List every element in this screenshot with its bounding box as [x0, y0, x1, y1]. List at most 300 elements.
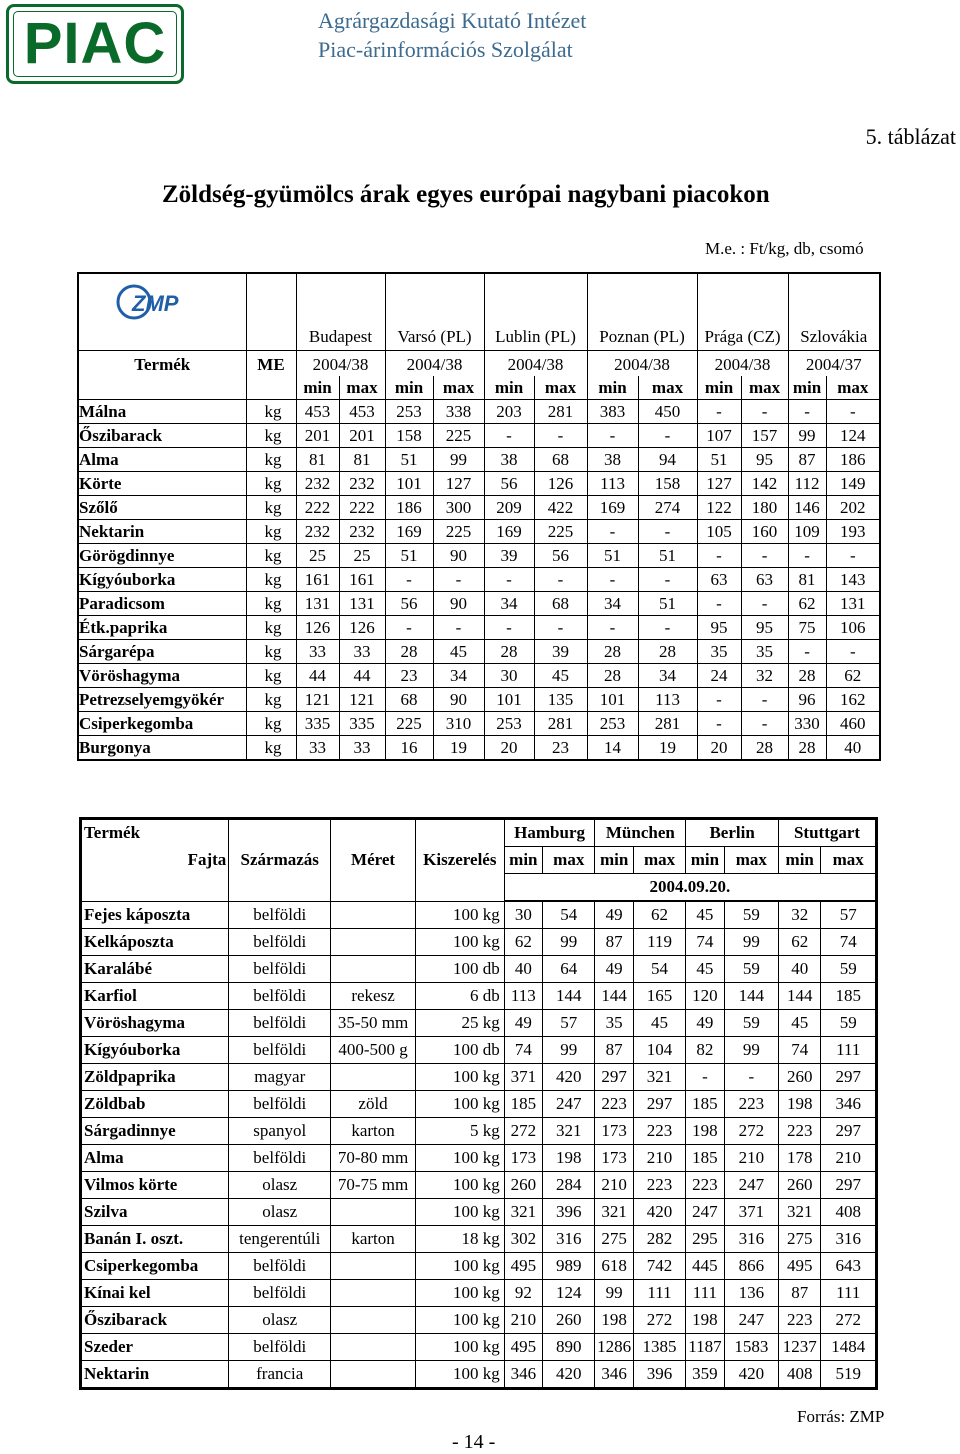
- price-cell: 59: [821, 956, 877, 983]
- price-cell: 113: [504, 983, 542, 1010]
- product-name: Körte: [78, 472, 246, 496]
- table-row: [81, 1361, 877, 1389]
- price-cell: 198: [595, 1307, 633, 1334]
- product-name: Kelkáposzta: [81, 929, 229, 956]
- min-header: min: [587, 376, 638, 400]
- price-cell: 297: [821, 1064, 877, 1091]
- price-cell: 450: [638, 400, 697, 424]
- price-cell: 131: [339, 592, 385, 616]
- table-row: [78, 640, 880, 664]
- price-cell: 420: [724, 1361, 778, 1389]
- packaging-cell: 100 db: [415, 1037, 504, 1064]
- price-cell: 300: [433, 496, 484, 520]
- price-cell: 321: [504, 1199, 542, 1226]
- product-unit: kg: [246, 520, 296, 544]
- price-cell: 135: [534, 688, 587, 712]
- price-cell: 74: [504, 1037, 542, 1064]
- price-cell: 260: [779, 1172, 821, 1199]
- price-cell: 28: [638, 640, 697, 664]
- price-cell: -: [826, 400, 880, 424]
- price-cell: 210: [504, 1307, 542, 1334]
- price-cell: 383: [587, 400, 638, 424]
- product-name: Vilmos körte: [81, 1172, 229, 1199]
- price-cell: 24: [697, 664, 741, 688]
- price-cell: 618: [595, 1253, 633, 1280]
- price-cell: -: [697, 592, 741, 616]
- price-cell: 198: [779, 1091, 821, 1118]
- product-name: Paradicsom: [78, 592, 246, 616]
- price-cell: 295: [686, 1226, 724, 1253]
- price-cell: 1583: [724, 1334, 778, 1361]
- product-name: Nektarin: [78, 520, 246, 544]
- price-cell: -: [686, 1064, 724, 1091]
- product-unit: kg: [246, 712, 296, 736]
- price-cell: -: [484, 568, 534, 592]
- price-cell: 253: [385, 400, 433, 424]
- price-cell: 20: [484, 736, 534, 761]
- price-cell: 420: [543, 1361, 595, 1389]
- page-number: - 14 -: [452, 1431, 496, 1453]
- price-cell: 49: [595, 956, 633, 983]
- size-cell: [331, 1361, 416, 1389]
- price-cell: 19: [638, 736, 697, 761]
- price-cell: 99: [724, 1037, 778, 1064]
- product-name: Alma: [78, 448, 246, 472]
- price-cell: 297: [595, 1064, 633, 1091]
- price-cell: 57: [543, 1010, 595, 1037]
- price-cell: 38: [587, 448, 638, 472]
- price-cell: 51: [587, 544, 638, 568]
- price-cell: -: [385, 616, 433, 640]
- product-name: Őszibarack: [81, 1307, 229, 1334]
- price-cell: 169: [484, 520, 534, 544]
- price-cell: 68: [534, 592, 587, 616]
- table-number: 5. táblázat: [865, 124, 956, 149]
- price-cell: -: [587, 568, 638, 592]
- product-unit: kg: [246, 544, 296, 568]
- price-cell: 62: [633, 901, 685, 929]
- price-cell: 316: [821, 1226, 877, 1253]
- blank-cell: [78, 376, 246, 400]
- price-cell: 111: [821, 1037, 877, 1064]
- table-row: [81, 1118, 877, 1145]
- price-cell: -: [741, 688, 788, 712]
- size-cell: [331, 1253, 416, 1280]
- price-cell: 359: [686, 1361, 724, 1389]
- price-cell: 321: [595, 1199, 633, 1226]
- price-cell: 223: [686, 1172, 724, 1199]
- table-row: [78, 592, 880, 616]
- table-row: [81, 1037, 877, 1064]
- price-cell: 225: [534, 520, 587, 544]
- price-cell: 28: [385, 640, 433, 664]
- product-unit: kg: [246, 736, 296, 761]
- price-cell: 1286: [595, 1334, 633, 1361]
- size-cell: [331, 1064, 416, 1091]
- price-cell: -: [385, 568, 433, 592]
- price-cell: 297: [633, 1091, 685, 1118]
- price-cell: 453: [339, 400, 385, 424]
- packaging-cell: 100 kg: [415, 1091, 504, 1118]
- city-header: Berlin: [686, 819, 779, 847]
- price-cell: 335: [339, 712, 385, 736]
- price-cell: 284: [543, 1172, 595, 1199]
- price-cell: 742: [633, 1253, 685, 1280]
- price-cell: 28: [788, 736, 826, 761]
- origin-cell: belföldi: [229, 1280, 331, 1307]
- product-name: Banán I. oszt.: [81, 1226, 229, 1253]
- size-cell: 400-500 g: [331, 1037, 416, 1064]
- price-cell: 90: [433, 688, 484, 712]
- size-cell: [331, 929, 416, 956]
- price-cell: 99: [543, 929, 595, 956]
- price-cell: 180: [741, 496, 788, 520]
- size-column-header: Méret: [331, 819, 416, 902]
- table-row: [78, 496, 880, 520]
- origin-cell: olasz: [229, 1199, 331, 1226]
- max-header: max: [339, 376, 385, 400]
- price-cell: -: [433, 616, 484, 640]
- header-row-minmax: [78, 376, 880, 400]
- price-cell: 247: [686, 1199, 724, 1226]
- size-cell: [331, 901, 416, 929]
- price-cell: 173: [595, 1145, 633, 1172]
- price-cell: 101: [385, 472, 433, 496]
- price-cell: 63: [741, 568, 788, 592]
- product-column-header: Termék: [81, 819, 229, 847]
- price-cell: 45: [779, 1010, 821, 1037]
- city-header: Varsó (PL): [385, 273, 484, 351]
- price-cell: 30: [504, 901, 542, 929]
- table-row: [78, 400, 880, 424]
- city-header: Prága (CZ): [697, 273, 788, 351]
- price-cell: 51: [385, 544, 433, 568]
- price-cell: -: [724, 1064, 778, 1091]
- price-cell: 519: [821, 1361, 877, 1389]
- price-cell: 223: [724, 1091, 778, 1118]
- price-cell: 59: [821, 1010, 877, 1037]
- price-cell: 144: [543, 983, 595, 1010]
- price-cell: 408: [821, 1199, 877, 1226]
- price-cell: 225: [433, 520, 484, 544]
- week-header: 2004/38: [385, 351, 484, 377]
- price-cell: 30: [484, 664, 534, 688]
- week-header: 2004/38: [587, 351, 697, 377]
- price-cell: 185: [686, 1091, 724, 1118]
- table-row: [78, 664, 880, 688]
- product-name: Alma: [81, 1145, 229, 1172]
- table-row: [78, 544, 880, 568]
- price-cell: 82: [686, 1037, 724, 1064]
- price-cell: 74: [686, 929, 724, 956]
- price-cell: -: [638, 616, 697, 640]
- price-cell: 87: [788, 448, 826, 472]
- piac-logo-text: PIAC: [23, 11, 167, 76]
- price-cell: -: [826, 544, 880, 568]
- product-unit: kg: [246, 592, 296, 616]
- price-cell: 121: [339, 688, 385, 712]
- price-cell: 495: [504, 1253, 542, 1280]
- header-row-cities: [78, 273, 880, 351]
- price-cell: 81: [788, 568, 826, 592]
- price-cell: 75: [788, 616, 826, 640]
- price-cell: 28: [741, 736, 788, 761]
- price-cell: 161: [339, 568, 385, 592]
- price-cell: -: [484, 616, 534, 640]
- week-header: 2004/38: [484, 351, 587, 377]
- price-cell: -: [788, 640, 826, 664]
- price-cell: 111: [686, 1280, 724, 1307]
- price-cell: 1385: [633, 1334, 685, 1361]
- price-cell: 49: [504, 1010, 542, 1037]
- size-cell: [331, 1334, 416, 1361]
- packaging-cell: 100 kg: [415, 1064, 504, 1091]
- product-name: Kínai kel: [81, 1280, 229, 1307]
- city-header: München: [595, 819, 686, 847]
- price-cell: -: [697, 544, 741, 568]
- city-header: Hamburg: [504, 819, 595, 847]
- price-cell: 346: [504, 1361, 542, 1389]
- price-cell: 1187: [686, 1334, 724, 1361]
- packaging-cell: 100 db: [415, 956, 504, 983]
- product-name: Nektarin: [81, 1361, 229, 1389]
- price-cell: 453: [296, 400, 339, 424]
- product-unit: kg: [246, 448, 296, 472]
- price-cell: 54: [543, 901, 595, 929]
- week-header: 2004/38: [697, 351, 788, 377]
- price-cell: 201: [339, 424, 385, 448]
- page-title: Zöldség-gyümölcs árak egyes európai nagybani piacokon: [162, 181, 770, 208]
- product-name: Étk.paprika: [78, 616, 246, 640]
- origin-cell: belföldi: [229, 1010, 331, 1037]
- price-cell: 87: [595, 1037, 633, 1064]
- price-cell: 62: [826, 664, 880, 688]
- table-row: [78, 472, 880, 496]
- city-header: Budapest: [296, 273, 385, 351]
- product-name: Csiperkegomba: [78, 712, 246, 736]
- week-header: 2004/37: [788, 351, 880, 377]
- table-row: [78, 448, 880, 472]
- price-cell: 890: [543, 1334, 595, 1361]
- product-name: Sárgadinnye: [81, 1118, 229, 1145]
- price-cell: 185: [821, 983, 877, 1010]
- price-cell: 158: [638, 472, 697, 496]
- price-cell: 45: [686, 956, 724, 983]
- price-cell: 33: [339, 736, 385, 761]
- min-header: min: [296, 376, 339, 400]
- packaging-cell: 100 kg: [415, 929, 504, 956]
- product-name: Petrezselyemgyökér: [78, 688, 246, 712]
- price-cell: 316: [724, 1226, 778, 1253]
- packaging-cell: 100 kg: [415, 1172, 504, 1199]
- price-cell: 173: [504, 1145, 542, 1172]
- price-cell: 23: [534, 736, 587, 761]
- product-name: Fejes káposzta: [81, 901, 229, 929]
- product-unit: kg: [246, 424, 296, 448]
- table-row: [81, 1253, 877, 1280]
- price-cell: 1484: [821, 1334, 877, 1361]
- packaging-cell: 100 kg: [415, 1334, 504, 1361]
- price-cell: 371: [724, 1199, 778, 1226]
- size-cell: [331, 956, 416, 983]
- origin-cell: belföldi: [229, 1253, 331, 1280]
- price-cell: 198: [543, 1145, 595, 1172]
- table-row: [81, 1226, 877, 1253]
- table-row: [81, 1010, 877, 1037]
- price-cell: 260: [543, 1307, 595, 1334]
- price-cell: 201: [296, 424, 339, 448]
- price-cell: 33: [339, 640, 385, 664]
- price-cell: -: [741, 592, 788, 616]
- price-cell: -: [741, 544, 788, 568]
- packaging-cell: 100 kg: [415, 1361, 504, 1389]
- price-cell: 247: [543, 1091, 595, 1118]
- price-cell: 198: [686, 1118, 724, 1145]
- price-cell: -: [697, 712, 741, 736]
- header-row-cities: [81, 819, 877, 847]
- zmp-logo: [114, 280, 179, 324]
- city-header: Stuttgart: [779, 819, 877, 847]
- price-cell: 209: [484, 496, 534, 520]
- price-cell: 281: [534, 400, 587, 424]
- min-header: min: [484, 376, 534, 400]
- price-cell: 232: [339, 520, 385, 544]
- price-cell: 149: [826, 472, 880, 496]
- price-cell: -: [534, 424, 587, 448]
- price-cell: 49: [595, 901, 633, 929]
- price-cell: 81: [296, 448, 339, 472]
- institute-line2: Piac-árinformációs Szolgálat: [318, 37, 573, 62]
- table-row: [78, 424, 880, 448]
- product-name: Csiperkegomba: [81, 1253, 229, 1280]
- price-cell: 92: [504, 1280, 542, 1307]
- price-cell: 158: [385, 424, 433, 448]
- price-cell: 210: [595, 1172, 633, 1199]
- product-unit: kg: [246, 400, 296, 424]
- price-cell: 95: [741, 616, 788, 640]
- packaging-cell: 100 kg: [415, 1253, 504, 1280]
- product-name: Kígyóuborka: [81, 1037, 229, 1064]
- me-cell-top: [246, 273, 296, 351]
- price-cell: 260: [779, 1064, 821, 1091]
- price-cell: 62: [779, 929, 821, 956]
- product-unit: kg: [246, 664, 296, 688]
- price-cell: 99: [433, 448, 484, 472]
- price-cell: 124: [826, 424, 880, 448]
- price-cell: 44: [339, 664, 385, 688]
- city-header: Lublin (PL): [484, 273, 587, 351]
- price-cell: 169: [587, 496, 638, 520]
- price-cell: 161: [296, 568, 339, 592]
- price-cell: 272: [504, 1118, 542, 1145]
- price-cell: 127: [697, 472, 741, 496]
- price-cell: 210: [633, 1145, 685, 1172]
- packaging-cell: 100 kg: [415, 901, 504, 929]
- price-cell: 297: [821, 1172, 877, 1199]
- table-row: [81, 1280, 877, 1307]
- table-row: [81, 901, 877, 929]
- price-cell: 142: [741, 472, 788, 496]
- price-cell: 232: [339, 472, 385, 496]
- price-cell: 33: [296, 736, 339, 761]
- price-cell: 99: [724, 929, 778, 956]
- price-cell: 131: [296, 592, 339, 616]
- price-cell: 297: [821, 1118, 877, 1145]
- price-cell: 162: [826, 688, 880, 712]
- price-cell: 51: [638, 592, 697, 616]
- price-cell: 99: [595, 1280, 633, 1307]
- price-cell: 38: [484, 448, 534, 472]
- price-cell: 56: [484, 472, 534, 496]
- price-cell: -: [788, 400, 826, 424]
- price-cell: 408: [779, 1361, 821, 1389]
- table-row: [78, 712, 880, 736]
- price-cell: 223: [633, 1118, 685, 1145]
- price-cell: 45: [534, 664, 587, 688]
- size-cell: karton: [331, 1226, 416, 1253]
- price-cell: 330: [788, 712, 826, 736]
- price-cell: 62: [504, 929, 542, 956]
- price-cell: 34: [638, 664, 697, 688]
- origin-cell: belföldi: [229, 1334, 331, 1361]
- source-note: Forrás: ZMP: [797, 1407, 885, 1426]
- piac-logo: [6, 4, 184, 84]
- price-cell: 68: [385, 688, 433, 712]
- price-cell: 64: [543, 956, 595, 983]
- price-cell: -: [638, 520, 697, 544]
- origin-cell: belföldi: [229, 901, 331, 929]
- min-header: min: [686, 847, 724, 874]
- price-cell: 124: [543, 1280, 595, 1307]
- price-cell: 136: [724, 1280, 778, 1307]
- min-header: min: [697, 376, 741, 400]
- price-cell: 104: [633, 1037, 685, 1064]
- price-cell: 35: [697, 640, 741, 664]
- size-cell: 70-80 mm: [331, 1145, 416, 1172]
- origin-cell: francia: [229, 1361, 331, 1389]
- price-cell: 225: [433, 424, 484, 448]
- product-name: Őszibarack: [78, 424, 246, 448]
- origin-column-header: Származás: [229, 819, 331, 902]
- price-cell: 59: [724, 901, 778, 929]
- price-cell: 193: [826, 520, 880, 544]
- price-cell: 185: [686, 1145, 724, 1172]
- institute-name: [318, 6, 586, 64]
- price-cell: -: [587, 424, 638, 448]
- price-cell: 321: [633, 1064, 685, 1091]
- packaging-cell: 18 kg: [415, 1226, 504, 1253]
- price-cell: 127: [433, 472, 484, 496]
- price-cell: 260: [504, 1172, 542, 1199]
- max-header: max: [741, 376, 788, 400]
- price-cell: 420: [543, 1064, 595, 1091]
- price-cell: 186: [826, 448, 880, 472]
- price-cell: 122: [697, 496, 741, 520]
- price-table-european: [77, 272, 881, 761]
- price-cell: -: [484, 424, 534, 448]
- price-cell: 131: [826, 592, 880, 616]
- week-header: 2004/38: [296, 351, 385, 377]
- origin-cell: belföldi: [229, 983, 331, 1010]
- price-cell: 59: [724, 956, 778, 983]
- price-cell: 90: [433, 592, 484, 616]
- price-cell: 32: [779, 901, 821, 929]
- packaging-cell: 100 kg: [415, 1280, 504, 1307]
- packaging-cell: 100 kg: [415, 1199, 504, 1226]
- price-cell: 247: [724, 1307, 778, 1334]
- price-cell: 178: [779, 1145, 821, 1172]
- price-cell: 274: [638, 496, 697, 520]
